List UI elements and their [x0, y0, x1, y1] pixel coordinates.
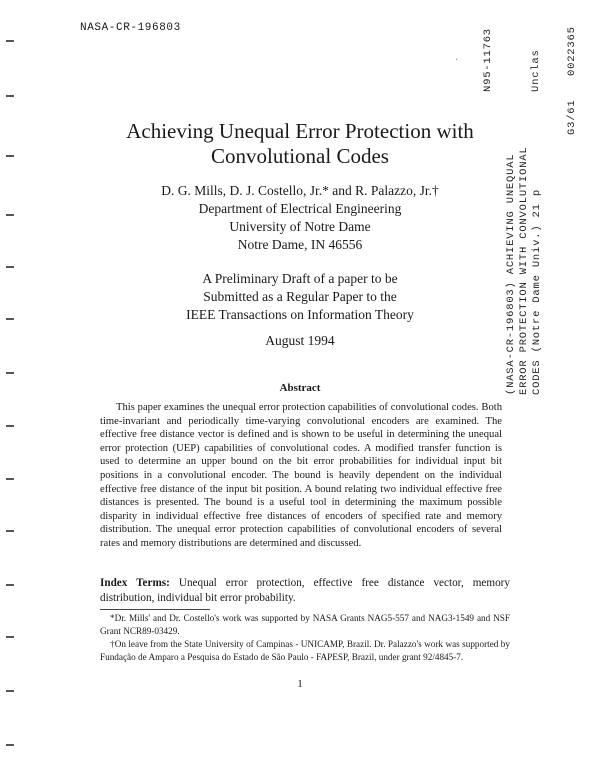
record-stamp-line: ERROR PROTECTION WITH CONVOLUTIONAL [518, 146, 530, 395]
draft-note-line: A Preliminary Draft of a paper to be [202, 271, 398, 286]
margin-tick [6, 372, 14, 374]
footnote: †On leave from the State University of Campinas - UNICAMP, Brazil. Dr. Palazzo's work was supported by Fundação de Amparo a Pesquisa do Estado de São Paulo - FAPESP, Brazil, under grant 92/4845-7. [100, 639, 510, 662]
draft-note-line: IEEE Transactions on Information Theory [186, 307, 414, 322]
draft-note-line: Submitted as a Regular Paper to the [203, 289, 397, 304]
accession-stamp: N95-11763 [482, 28, 494, 92]
margin-tick [6, 425, 14, 427]
affiliation-line: Department of Electrical Engineering [198, 201, 402, 216]
margin-tick [6, 690, 14, 692]
page-number: 1 [297, 678, 303, 690]
report-number: NASA-CR-196803 [80, 22, 181, 34]
paper-title-line: Achieving Unequal Error Protection with [126, 119, 474, 143]
margin-tick [6, 584, 14, 586]
margin-tick [6, 744, 14, 746]
index-terms [100, 576, 510, 605]
affiliation-line: Notre Dame, IN 46556 [237, 237, 363, 252]
index-terms-label: Index Terms: [100, 577, 170, 589]
margin-tick [6, 530, 14, 532]
abstract-heading: Abstract [279, 382, 321, 394]
authors: D. G. Mills, D. J. Costello, Jr.* and R. Palazzo, Jr.† [161, 183, 439, 198]
abstract-text: This paper examines the unequal error protection capabilities of convolutional codes. Both time-invariant and periodically time-varying convolutional encoders are examined. The effective free distance vector is defined and is shown to be useful in determining the unequal error protection (UEP) capabilities of convolutional codes. A modified transfer function is used to determine an upper bound on the bit error probabilities for individual input bit positions in a convolutional encoder. The bound is heavily dependent on the individual effective free distance of the input bit position. A bound relating two individual effective free distances is presented. The bound is a useful tool in determining the maximum possible disparity in individual effective free distances of encoders of specified rate and memory distribution. The unequal error protection capabilities of convolutional encoders of several rates and memory distributions are determined and discussed. [100, 402, 502, 549]
paper-date: August 1994 [265, 333, 335, 348]
margin-tick [6, 95, 14, 97]
record-stamp-line: (NASA-CR-196803) ACHIEVING UNEQUAL [505, 153, 517, 395]
affiliation-line: University of Notre Dame [229, 219, 371, 234]
category-stamp: G3/61 [566, 99, 578, 135]
scan-speck: · [455, 55, 459, 66]
footnote: *Dr. Mills' and Dr. Costello's work was supported by NASA Grants NAG5-557 and NAG3-1549 and NSF Grant NCR89-03429. [100, 613, 510, 636]
number-stamp: 0022365 [566, 26, 578, 76]
footnote-rule [100, 609, 210, 610]
record-stamp-line: CODES (Notre Dame Univ.) 21 p [531, 189, 543, 395]
index-terms-text: Unequal error protection, effective free distance vector, memory distribution, individual bit error probability. [100, 577, 510, 604]
margin-tick [6, 40, 14, 42]
margin-tick [6, 478, 14, 480]
paper-title-line: Convolutional Codes [211, 144, 389, 168]
unclas-stamp: Unclas [530, 49, 542, 92]
margin-tick [6, 636, 14, 638]
margin-tick [6, 266, 14, 268]
